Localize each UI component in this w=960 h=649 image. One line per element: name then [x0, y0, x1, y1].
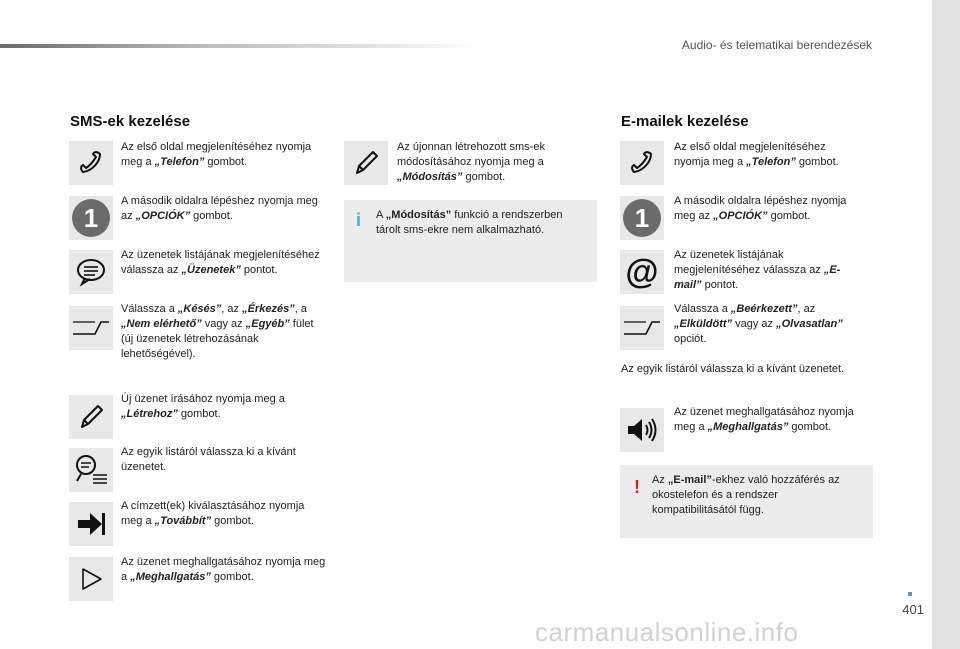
phone-handset-icon [69, 141, 113, 185]
page-header: Audio- és telematikai berendezések [681, 38, 872, 52]
sms-step-7-text: A címzett(ek) kiválasztásához nyomja meg a „Továbbít” gombot. [121, 500, 305, 527]
step-1-icon: 1 [620, 196, 664, 240]
sms-step-6-text: Az egyik listáról válassza ki a kívánt üzenetet. [121, 446, 296, 473]
warning-note [620, 465, 873, 538]
sms-step-3-text: Az üzenetek listájának megjelenítéséhez válassza az „Üzenetek” pontot. [121, 249, 320, 276]
info-note-text: A „Módosítás” funkció a rendszerben tárolt sms-ekre nem alkalmazható. [376, 209, 563, 236]
at-sign-icon: @ [620, 250, 664, 294]
email-step-3-text: Az üzenetek listájának megjelenítéséhez válassza az „E-mail” pontot. [674, 249, 841, 291]
sms-step-2-text: A második oldalra lépéshez nyomja meg az „OPCIÓK” gombot. [121, 195, 318, 222]
page-number: 401 [902, 602, 924, 617]
email-step-4-text: Válassza a „Beérkezett”, az „Elküldött” vagy az „Olvasatlan” opciót. [674, 303, 843, 345]
page-marker [908, 592, 912, 596]
email-section-title: E-mailek kezelése [621, 113, 749, 130]
warning-note-text: Az „E-mail”-ekhez való hozzáférés az okostelefon és a rendszer kompatibilitásától függ. [652, 474, 840, 516]
warning-icon: ! [634, 477, 640, 497]
sms-section-title: SMS-ek kezelése [70, 113, 191, 130]
info-icon: i [356, 210, 362, 230]
contact-list-icon [69, 448, 113, 492]
email-step-2-text: A második oldalra lépéshez nyomja meg az „OPCIÓK” gombot. [674, 195, 847, 222]
info-note [344, 200, 597, 282]
step-1-icon: 1 [69, 196, 113, 240]
email-step-1-text: Az első oldal megjelenítéséhez nyomja meg a „Telefon” gombot. [674, 141, 839, 168]
header-rule [0, 44, 480, 48]
forward-arrow-icon [69, 502, 113, 546]
pencil-icon [69, 395, 113, 439]
tab-selector-icon [620, 306, 664, 350]
email-select-text: Az egyik listáról válassza ki a kívánt üzenetet. [621, 363, 845, 375]
phone-handset-icon [620, 141, 664, 185]
sms-modify-text: Az újonnan létrehozott sms-ek módosításához nyomja meg a „Módosítás” gombot. [397, 141, 545, 183]
play-icon [69, 557, 113, 601]
sms-step-1-text: Az első oldal megjelenítéséhez nyomja meg a „Telefon” gombot. [121, 141, 312, 168]
sms-step-4-text: Válassza a „Késés”, az „Érkezés”, a „Nem elérhető” vagy az „Egyéb” fület (új üzenetek létrehozásának lehetőségével). [121, 303, 314, 360]
tab-selector-icon [69, 306, 113, 350]
speaker-icon [620, 408, 664, 452]
page-side-tab [932, 0, 960, 649]
watermark: carmanualsonline.info [535, 617, 799, 647]
sms-step-8-text: Az üzenet meghallgatásához nyomja meg a „Meghallgatás” gombot. [121, 556, 326, 583]
message-bubble-icon [69, 250, 113, 294]
sms-step-5-text: Új üzenet írásához nyomja meg a „Létrehoz” gombot. [121, 393, 285, 420]
pencil-icon [344, 141, 388, 185]
email-listen-text: Az üzenet meghallgatásához nyomja meg a „Meghallgatás” gombot. [674, 406, 854, 433]
